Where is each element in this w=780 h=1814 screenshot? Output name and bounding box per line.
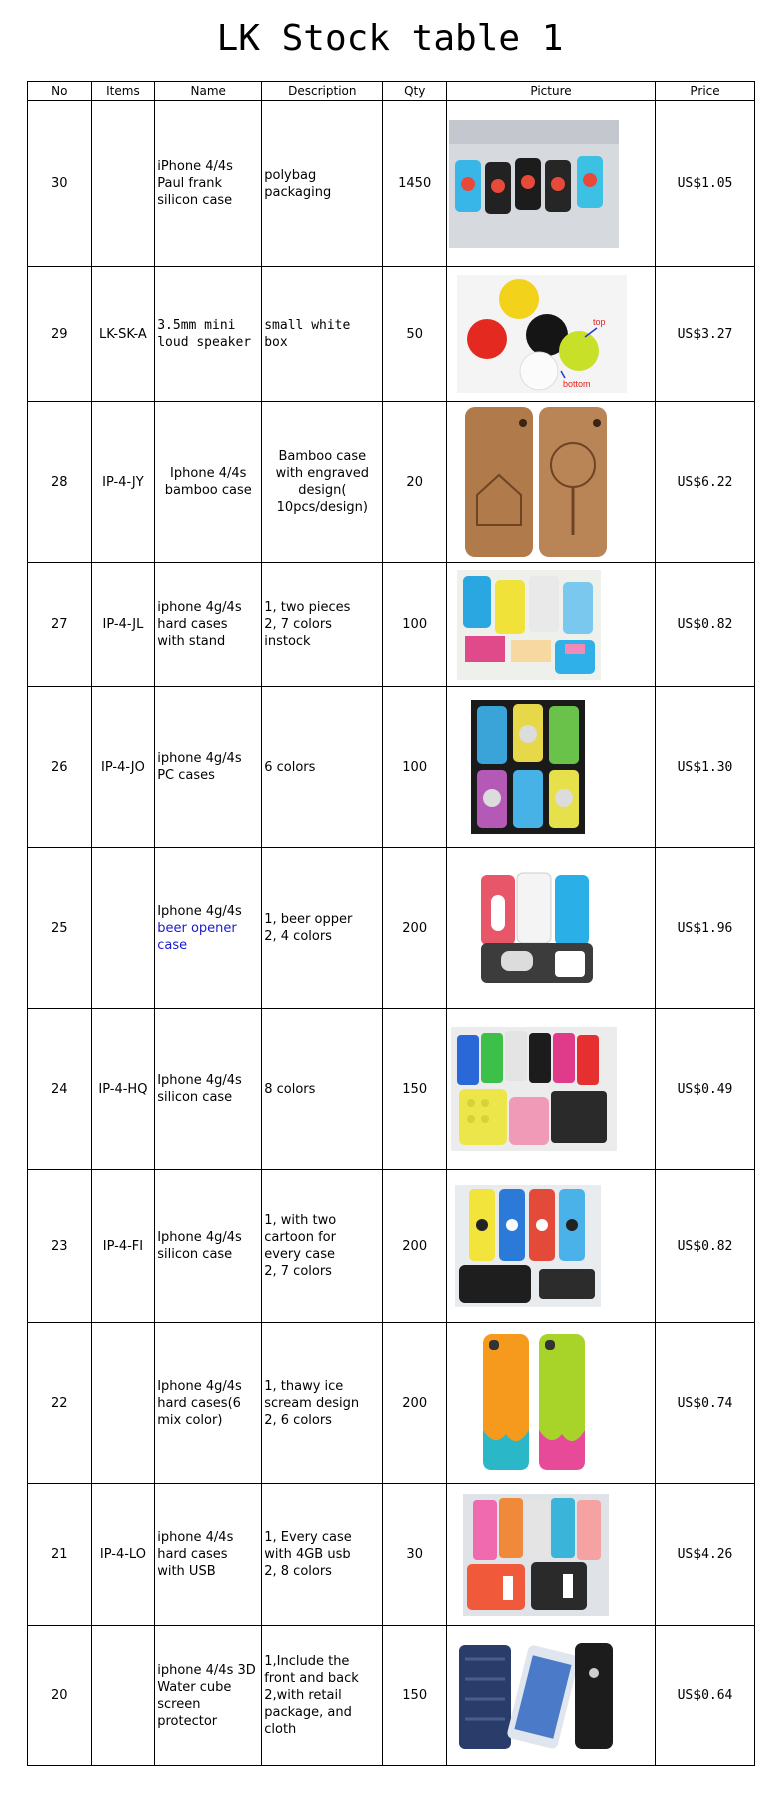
row-description: 1, Every case with 4GB usb 2, 8 colors xyxy=(262,1484,383,1626)
row-item: IP-4-FI xyxy=(91,1170,155,1323)
row-no: 20 xyxy=(28,1626,92,1766)
table-row xyxy=(28,1484,755,1626)
stock-table xyxy=(27,81,755,1766)
row-no: 23 xyxy=(28,1170,92,1323)
row-picture-cell xyxy=(447,1323,656,1484)
row-name: iphone 4/4s 3D Water cube screen protector xyxy=(155,1626,262,1766)
row-price: US$0.74 xyxy=(656,1323,755,1484)
brick-silicon-cases-photo xyxy=(451,1027,617,1151)
row-qty: 100 xyxy=(383,563,447,687)
row-description: 1, two pieces 2, 7 colors instock xyxy=(262,563,383,687)
row-description: Bamboo case with engraved design( 10pcs/design) xyxy=(262,402,383,563)
row-name: Iphone 4/4s bamboo case xyxy=(155,402,262,563)
table-row xyxy=(28,687,755,848)
cartoon-cases-photo xyxy=(455,1185,601,1307)
mini-speakers-photo xyxy=(457,275,627,393)
row-picture-cell xyxy=(447,563,656,687)
pic-label-bottom: bottom xyxy=(563,379,591,389)
row-no: 30 xyxy=(28,101,92,267)
header-no: No xyxy=(28,82,92,101)
usb-cases-photo xyxy=(463,1494,609,1616)
paul-frank-cases-photo xyxy=(449,120,619,248)
row-no: 29 xyxy=(28,267,92,402)
row-qty: 100 xyxy=(383,687,447,848)
header-qty: Qty xyxy=(383,82,447,101)
row-item xyxy=(91,1323,155,1484)
row-item xyxy=(91,1626,155,1766)
row-no: 24 xyxy=(28,1009,92,1170)
row-qty: 30 xyxy=(383,1484,447,1626)
row-item: IP-4-JO xyxy=(91,687,155,848)
row-description: small white box xyxy=(262,267,383,402)
row-price: US$0.82 xyxy=(656,563,755,687)
beer-opener-cases-photo xyxy=(477,869,599,987)
row-qty: 200 xyxy=(383,848,447,1009)
table-row xyxy=(28,848,755,1009)
row-price: US$3.27 xyxy=(656,267,755,402)
row-price: US$1.30 xyxy=(656,687,755,848)
row-picture-cell xyxy=(447,687,656,848)
row-item: IP-4-JY xyxy=(91,402,155,563)
row-picture-cell xyxy=(447,1009,656,1170)
row-name: 3.5mm mini loud speaker xyxy=(155,267,262,402)
row-picture-cell xyxy=(447,1170,656,1323)
row-name: Iphone 4g/4s silicon case xyxy=(155,1009,262,1170)
water-cube-protector-photo xyxy=(455,1639,617,1753)
row-no: 22 xyxy=(28,1323,92,1484)
row-name: iphone 4g/4s PC cases xyxy=(155,687,262,848)
row-picture-cell xyxy=(447,848,656,1009)
row-name: Iphone 4g/4s silicon case xyxy=(155,1170,262,1323)
row-price: US$0.82 xyxy=(656,1170,755,1323)
row-qty: 150 xyxy=(383,1009,447,1170)
stand-cases-photo xyxy=(457,570,601,680)
row-picture-cell xyxy=(447,1626,656,1766)
table-row xyxy=(28,267,755,402)
table-row xyxy=(28,402,755,563)
row-no: 27 xyxy=(28,563,92,687)
row-name: Iphone 4g/4s hard cases(6 mix color) xyxy=(155,1323,262,1484)
header-name: Name xyxy=(155,82,262,101)
row-picture-cell xyxy=(447,1484,656,1626)
table-row xyxy=(28,1626,755,1766)
row-picture-cell xyxy=(447,267,656,402)
header-items: Items xyxy=(91,82,155,101)
table-row xyxy=(28,563,755,687)
table-row xyxy=(28,101,755,267)
row-description: 1,Include the front and back 2,with retail package, and cloth xyxy=(262,1626,383,1766)
row-qty: 200 xyxy=(383,1170,447,1323)
row-description: polybag packaging xyxy=(262,101,383,267)
row-name: iphone 4g/4s hard cases with stand xyxy=(155,563,262,687)
row-item: IP-4-LO xyxy=(91,1484,155,1626)
row-item xyxy=(91,848,155,1009)
row-item: IP-4-HQ xyxy=(91,1009,155,1170)
row-price: US$0.49 xyxy=(656,1009,755,1170)
bamboo-cases-photo xyxy=(463,405,609,559)
row-qty: 1450 xyxy=(383,101,447,267)
table-row xyxy=(28,1009,755,1170)
row-description: 1, beer opper 2, 4 colors xyxy=(262,848,383,1009)
row-price: US$1.05 xyxy=(656,101,755,267)
row-description: 8 colors xyxy=(262,1009,383,1170)
table-header-row xyxy=(28,82,755,101)
row-name: iphone 4/4s hard cases with USB xyxy=(155,1484,262,1626)
row-qty: 50 xyxy=(383,267,447,402)
row-qty: 20 xyxy=(383,402,447,563)
header-description: Description xyxy=(262,82,383,101)
header-picture: Picture xyxy=(447,82,656,101)
row-price: US$0.64 xyxy=(656,1626,755,1766)
row-item: LK-SK-A xyxy=(91,267,155,402)
pc-cases-photo xyxy=(471,700,585,834)
row-name: iPhone 4/4s Paul frank silicon case xyxy=(155,101,262,267)
row-qty: 150 xyxy=(383,1626,447,1766)
row-no: 21 xyxy=(28,1484,92,1626)
row-description: 1, with two cartoon for every case 2, 7 colors xyxy=(262,1170,383,1323)
row-picture-cell xyxy=(447,402,656,563)
row-item: IP-4-JL xyxy=(91,563,155,687)
ice-cream-cases-photo xyxy=(479,1330,589,1476)
row-name: Iphone 4g/4s beer opener case xyxy=(155,848,262,1009)
row-no: 26 xyxy=(28,687,92,848)
row-picture-cell xyxy=(447,101,656,267)
table-row xyxy=(28,1323,755,1484)
row-price: US$6.22 xyxy=(656,402,755,563)
row-description: 6 colors xyxy=(262,687,383,848)
page-title: LK Stock table 1 xyxy=(216,18,564,59)
row-price: US$4.26 xyxy=(656,1484,755,1626)
table-row xyxy=(28,1170,755,1323)
row-qty: 200 xyxy=(383,1323,447,1484)
row-no: 28 xyxy=(28,402,92,563)
pic-label-top: top xyxy=(593,317,606,327)
header-price: Price xyxy=(656,82,755,101)
row-item xyxy=(91,101,155,267)
row-price: US$1.96 xyxy=(656,848,755,1009)
row-no: 25 xyxy=(28,848,92,1009)
row-description: 1, thawy ice scream design 2, 6 colors xyxy=(262,1323,383,1484)
